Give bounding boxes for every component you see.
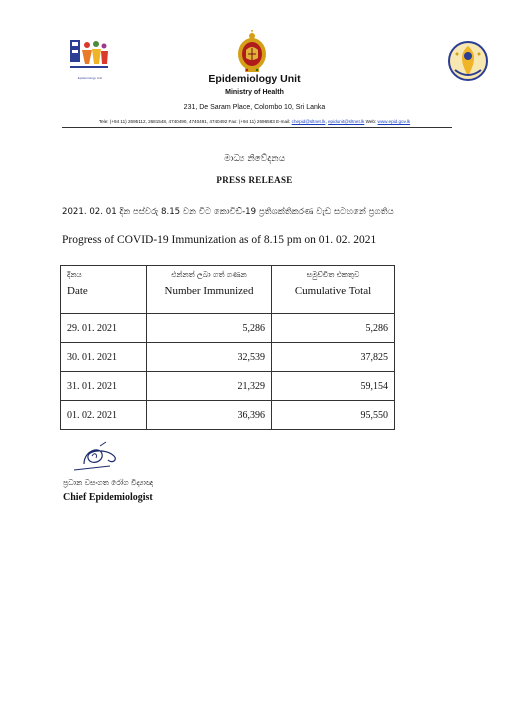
row-immunized: 32,539: [147, 343, 272, 372]
email-link-1[interactable]: chepid@sltnet.lk: [291, 119, 326, 124]
row-cumulative: 37,825: [272, 343, 395, 372]
header-cumulative-total: [272, 266, 395, 314]
intro-english: Progress of COVID-19 Immunization as of 8.15 pm on 01. 02. 2021: [62, 234, 377, 246]
header-divider: [62, 127, 452, 128]
header-date: [61, 266, 147, 314]
row-date: 31. 01. 2021: [61, 372, 147, 401]
row-immunized: 5,286: [147, 314, 272, 343]
row-immunized: 21,329: [147, 372, 272, 401]
table-row: [61, 343, 395, 372]
signatory-title: Chief Epidemiologist: [63, 492, 153, 503]
ministry-name: Ministry of Health: [225, 89, 284, 96]
sri-lanka-emblem-icon: [236, 30, 268, 74]
row-cumulative: 59,154: [272, 372, 395, 401]
header-immunized-english: Number Immunized: [164, 285, 254, 297]
row-cumulative: 95,550: [272, 401, 395, 430]
table-row: [61, 401, 395, 430]
web-label: Web:: [364, 119, 378, 124]
row-date: 30. 01. 2021: [61, 343, 147, 372]
header-number-immunized: [147, 266, 272, 314]
table-row: [61, 314, 395, 343]
contact-prefix: Tele: (+94 11) 2695112, 2681548, 4740490, 4740491, 4740492 Fax: (+94 11) 2696583 E-mail:: [98, 119, 292, 124]
row-cumulative: 5,286: [272, 314, 395, 343]
immunization-table: [60, 265, 395, 430]
organization-name: Epidemiology Unit: [208, 73, 301, 85]
row-date: 29. 01. 2021: [61, 314, 147, 343]
epidemiology-unit-logo-icon: [68, 36, 110, 76]
web-link[interactable]: www.epid.gov.lk: [377, 119, 411, 124]
header-date-sinhala: දිනය: [67, 270, 82, 279]
header-cumulative-english: Cumulative Total: [294, 285, 372, 297]
intro-sinhala: 2021. 02. 01 දින පස්වරු 8.15 වන විට කොවිඩ්-19 ප්‍රතිශක්තිකරණ වැඩ සටහනේ ප්‍රගතිය: [62, 207, 394, 217]
signature-icon: [70, 440, 130, 476]
row-immunized: 36,396: [147, 401, 272, 430]
press-release-title: PRESS RELEASE: [216, 175, 293, 185]
address: 231, De Saram Place, Colombo 10, Sri Lanka: [183, 104, 326, 111]
row-date: 01. 02. 2021: [61, 401, 147, 430]
header-cumulative-sinhala: සමුච්චිත එකතුව: [306, 270, 360, 279]
signatory-title-sinhala: ප්‍රධාන වසංගත රෝග විද්‍යාඥ: [63, 478, 154, 487]
header-date-english: Date: [67, 285, 88, 297]
table-header-row: [61, 266, 395, 314]
header-immunized-sinhala: එන්නත් ලබා ගත් ගණන: [171, 270, 247, 279]
left-logo-caption: Epidemiology Unit: [77, 76, 103, 80]
table-row: [61, 372, 395, 401]
email-link-2[interactable]: epidunit@sltnet.lk: [328, 119, 365, 124]
press-release-title-sinhala: මාධ්‍ය නිවේදනය: [223, 154, 286, 164]
contact-line: Tele: (+94 11) 2695112, 2681548, 4740490, 4740491, 4740492 Fax: (+94 11) 2696583 E-mail: chepid@sltnet.lk, epidunit@sltnet.lk Web: www.epid.gov.lk: [98, 119, 411, 124]
